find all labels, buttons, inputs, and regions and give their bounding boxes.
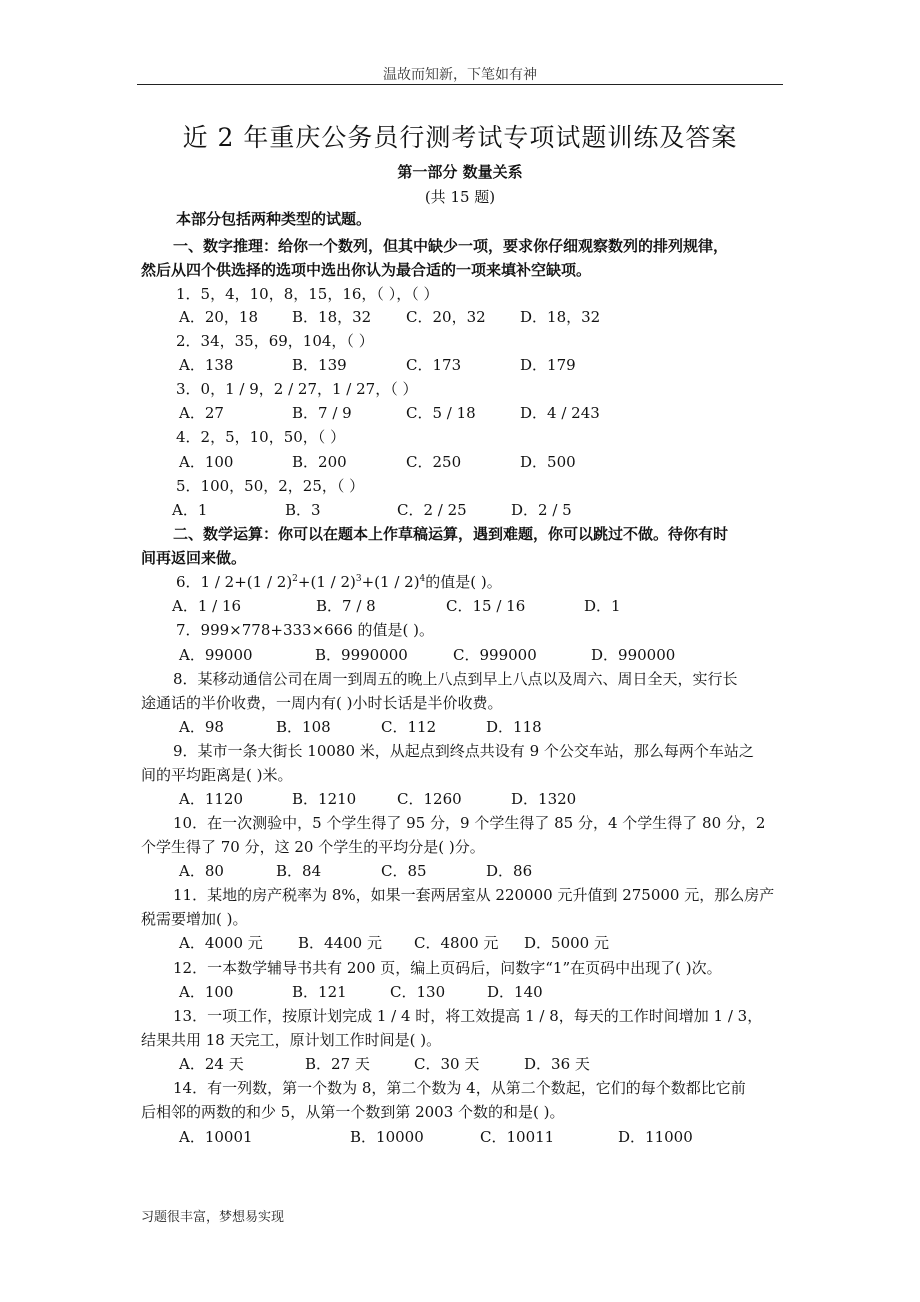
q9-stem-line1: 9．某市一条大街长 10080 米，从起点到终点共设有 9 个公交车站，那么每两个车站之 [173,742,754,760]
q8-option-b: B．108 [276,718,331,736]
q11-option-b: B．4400 元 [298,934,382,952]
page-header: 温故而知新，下笔如有神 [383,67,537,83]
q12-option-c: C．130 [390,983,446,1001]
q4-option-b: B．200 [292,453,347,471]
q9-option-c: C．1260 [397,790,462,808]
q2-stem: 2．34，35，69，104，（ ） [176,332,374,350]
intro-text: 本部分包括两种类型的试题。 [176,210,372,228]
q8-option-a: A．98 [179,718,224,736]
q13-stem-line2: 结果共用 18 天完工，原计划工作时间是( )。 [141,1031,442,1049]
q2-option-c: C．173 [406,356,462,374]
q6-exponent-3: 3 [355,574,362,584]
q4-stem: 4．2，5，10，50，（ ） [176,428,346,446]
q5-option-a: A．1 [172,501,208,519]
q12-option-b: B．121 [292,983,347,1001]
q3-stem: 3．0，1 / 9，2 / 27，1 / 27，（ ） [176,380,418,398]
q12-option-d: D．140 [487,983,543,1001]
section2-line2: 间再返回来做。 [141,549,247,567]
q4-option-c: C．250 [406,453,462,471]
q7-option-b: B．9990000 [315,646,408,664]
q2-option-d: D．179 [520,356,576,374]
q7-option-d: D．990000 [591,646,676,664]
q4-option-d: D．500 [520,453,576,471]
q7-option-a: A．99000 [179,646,253,664]
q14-option-b: B．10000 [350,1128,424,1146]
q5-option-d: D．2 / 5 [511,501,572,519]
q11-option-d: D．5000 元 [524,934,609,952]
q2-option-a: A．138 [179,356,234,374]
q8-stem-line2: 途通话的半价收费，一周内有( )小时长话是半价收费。 [141,694,503,712]
section1-line2: 然后从四个供选择的选项中选出你认为最合适的一项来填补空缺项。 [141,261,592,279]
q12-option-a: A．100 [179,983,234,1001]
q7-option-c: C．999000 [453,646,537,664]
q13-option-b: B．27 天 [305,1055,370,1073]
q13-option-d: D．36 天 [524,1055,590,1073]
part-count: (共 15 题) [424,188,496,206]
q10-option-c: C．85 [381,862,427,880]
q6-option-a: A．1 / 16 [172,597,242,615]
q13-stem-line1: 13．一项工作，按原计划完成 1 / 4 时，将工效提高 1 / 8，每天的工作时间增加 1 / 3， [173,1007,763,1025]
section2-line1: 二、数学运算：你可以在题本上作草稿运算，遇到难题，你可以跳过不做。待你有时 [173,525,729,543]
q3-option-c: C．5 / 18 [406,404,476,422]
q11-stem-line2: 税需要增加( )。 [141,910,248,928]
q6-stem-part3: +(1 / 2) [361,573,420,591]
q9-option-b: B．1210 [292,790,357,808]
q1-option-d: D．18，32 [520,308,601,326]
page-footer: 习题很丰富，梦想易实现 [141,1210,285,1225]
q1-option-b: B．18，32 [292,308,372,326]
q3-option-b: B．7 / 9 [292,404,352,422]
q14-option-a: A．10001 [179,1128,253,1146]
q10-option-d: D．86 [486,862,533,880]
q4-option-a: A．100 [179,453,234,471]
q5-option-b: B．3 [285,501,321,519]
document-title: 近 2 年重庆公务员行测考试专项试题训练及答案 [182,123,738,152]
q6-option-b: B．7 / 8 [316,597,376,615]
q9-option-a: A．1120 [179,790,244,808]
q8-option-c: C．112 [381,718,437,736]
q1-stem: 1．5，4，10，8，15，16，（ ），（ ） [176,285,439,303]
q2-option-b: B．139 [292,356,347,374]
q1-option-a: A．20，18 [179,308,259,326]
q3-option-a: A．27 [179,404,224,422]
q14-stem-line2: 后相邻的两数的和少 5，从第一个数到第 2003 个数的和是( )。 [141,1103,565,1121]
q14-stem-line1: 14．有一列数，第一个数为 8，第二个数为 4，从第二个数起，它们的每个数都比它前 [173,1079,746,1097]
part-title: 第一部分 数量关系 [397,163,523,181]
q9-stem-line2: 间的平均距离是( )米。 [141,766,293,784]
q6-stem-part4: 的值是( )。 [425,573,502,591]
q6-stem-part1: 6．1 / 2+(1 / 2) [176,573,293,591]
q10-stem-line1: 10．在一次测验中，5 个学生得了 95 分，9 个学生得了 85 分，4 个学生得了 80 分，2 [173,814,766,832]
q10-option-a: A．80 [179,862,224,880]
q9-option-d: D．1320 [511,790,577,808]
q12-stem-line1: 12．一本数学辅导书共有 200 页，编上页码后，问数字“1”在页码中出现了( )次。 [173,959,722,977]
q6-stem-part2: +(1 / 2) [297,573,356,591]
q5-option-c: C．2 / 25 [397,501,467,519]
q8-stem-line1: 8．某移动通信公司在周一到周五的晚上八点到早上八点以及周六、周日全天，实行长 [173,670,738,688]
q14-option-d: D．11000 [618,1128,693,1146]
q6-option-c: C．15 / 16 [446,597,526,615]
q14-option-c: C．10011 [480,1128,555,1146]
q11-stem-line1: 11．某地的房产税率为 8%，如果一套两居室从 220000 元升值到 275000 元，那么房产 [173,886,775,904]
q13-option-a: A．24 天 [179,1055,244,1073]
q6-exponent-4: 4 [419,574,426,584]
q11-option-c: C．4800 元 [414,934,499,952]
q13-option-c: C．30 天 [414,1055,480,1073]
header-divider [137,84,783,85]
q1-option-c: C．20，32 [406,308,486,326]
q3-option-d: D．4 / 243 [520,404,600,422]
q6-exponent-2: 2 [292,574,298,584]
q5-stem: 5．100，50，2，25，（ ） [176,477,365,495]
q11-option-a: A．4000 元 [179,934,263,952]
q6-stem [176,572,502,592]
section1-line1: 一、数字推理：给你一个数列，但其中缺少一项，要求你仔细观察数列的排列规律， [173,237,729,255]
q8-option-d: D．118 [486,718,542,736]
q6-option-d: D．1 [584,597,621,615]
q10-option-b: B．84 [276,862,322,880]
q10-stem-line2: 个学生得了 70 分，这 20 个学生的平均分是( )分。 [141,838,485,856]
q7-stem: 7．999×778+333×666 的值是( )。 [176,621,435,639]
